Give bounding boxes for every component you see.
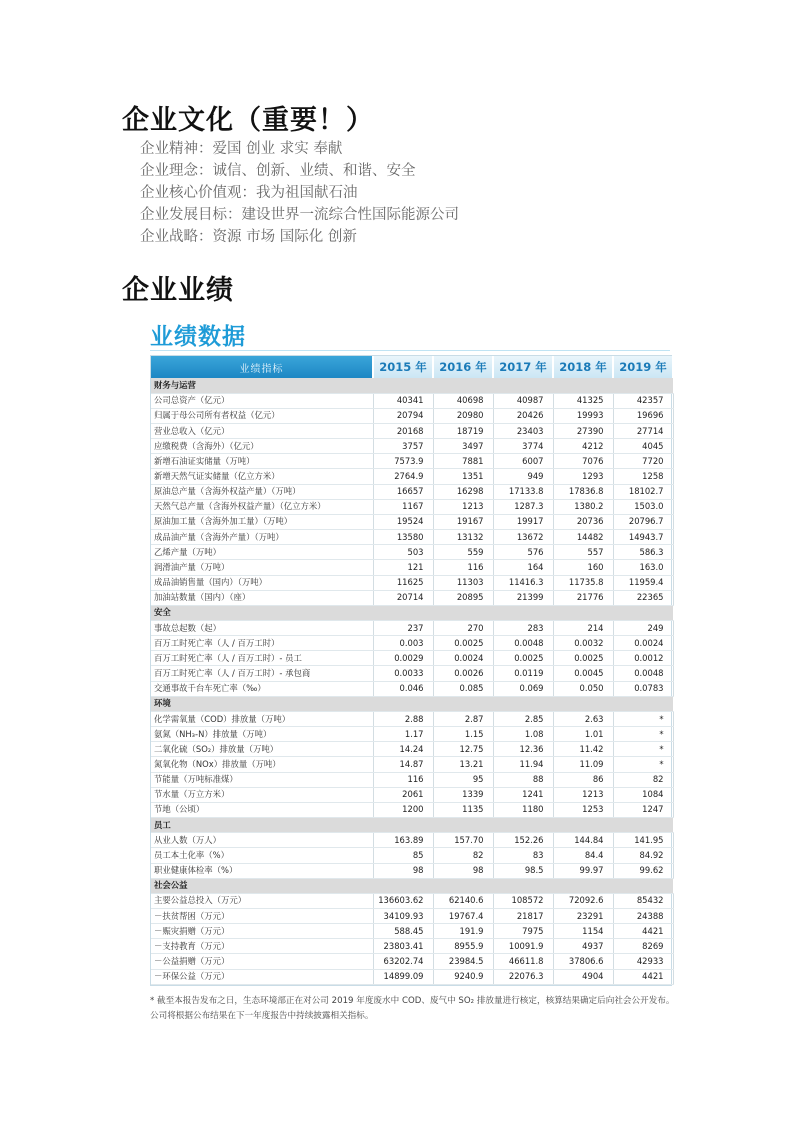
- metric-value: 0.0048: [493, 636, 553, 651]
- table-header-row: [151, 356, 673, 378]
- metric-value: 12.36: [493, 742, 553, 757]
- metric-value: 0.0783: [613, 681, 673, 696]
- culture-item-spirit: 企业精神：爱国 创业 求实 奉献: [140, 141, 343, 157]
- metric-value: 0.0032: [553, 636, 613, 651]
- metric-value: 46611.8: [493, 954, 553, 969]
- table-row: [151, 742, 673, 757]
- metric-value: 20168: [373, 423, 433, 438]
- metric-value: 12.75: [433, 742, 493, 757]
- culture-item-strategy: 企业战略：资源 市场 国际化 创新: [140, 229, 357, 245]
- metric-value: *: [613, 711, 673, 726]
- metric-value: 19167: [433, 514, 493, 529]
- metric-value: 559: [433, 545, 493, 560]
- metric-label: 新增石油证实储量（万吨）: [151, 454, 373, 469]
- metric-value: 0.069: [493, 681, 553, 696]
- metric-label: 职业健康体检率（%）: [151, 863, 373, 878]
- metric-value: 1247: [613, 802, 673, 817]
- metric-label: 百万工时死亡率（人 / 百万工时）- 员工: [151, 651, 373, 666]
- metric-value: 7573.9: [373, 454, 433, 469]
- metric-value: 7076: [553, 454, 613, 469]
- metric-value: 0.0025: [553, 651, 613, 666]
- culture-item-goal: 企业发展目标：建设世界一流综合性国际能源公司: [140, 207, 459, 223]
- metric-value: 576: [493, 545, 553, 560]
- metric-value: 136603.62: [373, 893, 433, 908]
- metric-value: 20895: [433, 590, 493, 605]
- metric-value: 40698: [433, 393, 493, 408]
- metric-value: 0.0045: [553, 666, 613, 681]
- metric-label: 原油总产量（含海外权益产量）（万吨）: [151, 484, 373, 499]
- metric-value: 14943.7: [613, 530, 673, 545]
- metric-label: 百万工时死亡率（人 / 百万工时）: [151, 636, 373, 651]
- metric-value: 14.24: [373, 742, 433, 757]
- metric-value: 11959.4: [613, 575, 673, 590]
- performance-table: [151, 356, 674, 985]
- metric-value: 82: [433, 848, 493, 863]
- metric-value: *: [613, 727, 673, 742]
- metric-value: 0.0048: [613, 666, 673, 681]
- metric-value: 283: [493, 621, 553, 636]
- metric-value: 0.0024: [613, 636, 673, 651]
- metric-value: 1293: [553, 469, 613, 484]
- metric-value: 116: [373, 772, 433, 787]
- metric-value: 249: [613, 621, 673, 636]
- metric-value: 18719: [433, 423, 493, 438]
- metric-value: 9240.9: [433, 969, 493, 984]
- table-row: [151, 863, 673, 878]
- metric-value: 62140.6: [433, 893, 493, 908]
- table-row: [151, 908, 673, 923]
- metric-label: 应缴税费（含海外）（亿元）: [151, 439, 373, 454]
- metric-value: 2.63: [553, 711, 613, 726]
- metric-value: 11.94: [493, 757, 553, 772]
- metric-value: 1.01: [553, 727, 613, 742]
- metric-value: 16298: [433, 484, 493, 499]
- table-row: [151, 969, 673, 984]
- metric-value: 0.003: [373, 636, 433, 651]
- table-row: [151, 621, 673, 636]
- culture-item-philosophy: 企业理念：诚信、创新、业绩、和谐、安全: [140, 163, 416, 179]
- metric-label: 加油站数量（国内）（座）: [151, 590, 373, 605]
- category-row: [151, 378, 673, 393]
- metric-label: 化学需氧量（COD）排放量（万吨）: [151, 711, 373, 726]
- metric-value: 1287.3: [493, 499, 553, 514]
- metric-value: 1.15: [433, 727, 493, 742]
- metric-value: 163.0: [613, 560, 673, 575]
- metric-value: 7720: [613, 454, 673, 469]
- metric-value: 7975: [493, 924, 553, 939]
- metric-value: 95: [433, 772, 493, 787]
- metric-label: 从业人数（万人）: [151, 833, 373, 848]
- metric-value: 4421: [613, 969, 673, 984]
- table-row: [151, 469, 673, 484]
- year-column-header: 2016 年: [433, 356, 493, 378]
- metric-value: 42933: [613, 954, 673, 969]
- metric-value: 270: [433, 621, 493, 636]
- metric-value: 6007: [493, 454, 553, 469]
- metric-value: 11735.8: [553, 575, 613, 590]
- title-divider: [150, 350, 670, 351]
- metric-value: 83: [493, 848, 553, 863]
- metric-value: 19993: [553, 408, 613, 423]
- metric-value: 4904: [553, 969, 613, 984]
- metric-label: 百万工时死亡率（人 / 百万工时）- 承包商: [151, 666, 373, 681]
- metric-value: 3774: [493, 439, 553, 454]
- metric-label: 事故总起数（起）: [151, 621, 373, 636]
- metric-value: 98: [433, 863, 493, 878]
- metric-value: 99.62: [613, 863, 673, 878]
- metric-value: 22365: [613, 590, 673, 605]
- table-row: [151, 727, 673, 742]
- metric-value: 1.17: [373, 727, 433, 742]
- metric-value: 586.3: [613, 545, 673, 560]
- metric-value: 1503.0: [613, 499, 673, 514]
- metric-value: 1339: [433, 787, 493, 802]
- metric-value: 20736: [553, 514, 613, 529]
- table-row: [151, 787, 673, 802]
- table-row: [151, 954, 673, 969]
- metric-label: －支持教育（万元）: [151, 939, 373, 954]
- metric-value: 11625: [373, 575, 433, 590]
- metric-value: 84.4: [553, 848, 613, 863]
- category-row: [151, 878, 673, 893]
- table-row: [151, 484, 673, 499]
- metric-label: 成品油销售量（国内）（万吨）: [151, 575, 373, 590]
- metric-value: 20794: [373, 408, 433, 423]
- metric-value: 2.87: [433, 711, 493, 726]
- metric-value: 3757: [373, 439, 433, 454]
- metric-value: 1241: [493, 787, 553, 802]
- metric-value: 949: [493, 469, 553, 484]
- metric-value: 23291: [553, 908, 613, 923]
- metric-value: 14.87: [373, 757, 433, 772]
- metric-label: 公司总资产（亿元）: [151, 393, 373, 408]
- table-row: [151, 545, 673, 560]
- metric-value: 40987: [493, 393, 553, 408]
- culture-item-core-values: 企业核心价值观：我为祖国献石油: [140, 185, 358, 201]
- metric-value: 4045: [613, 439, 673, 454]
- table-body: [151, 378, 673, 985]
- year-column-header: 2015 年: [373, 356, 433, 378]
- metric-value: 27390: [553, 423, 613, 438]
- metric-value: 98: [373, 863, 433, 878]
- metric-value: 160: [553, 560, 613, 575]
- metric-label: －环保公益（万元）: [151, 969, 373, 984]
- metric-value: 237: [373, 621, 433, 636]
- metric-column-header: 业绩指标: [151, 356, 373, 378]
- table-row: [151, 530, 673, 545]
- table-row: [151, 711, 673, 726]
- table-row: [151, 939, 673, 954]
- metric-label: 归属于母公司所有者权益（亿元）: [151, 408, 373, 423]
- metric-value: 22076.3: [493, 969, 553, 984]
- metric-value: 82: [613, 772, 673, 787]
- metric-value: 0.0025: [433, 636, 493, 651]
- metric-value: 40341: [373, 393, 433, 408]
- performance-data-title: 业绩数据: [150, 324, 246, 350]
- table-row: [151, 408, 673, 423]
- metric-value: 20426: [493, 408, 553, 423]
- metric-value: 17836.8: [553, 484, 613, 499]
- table-row: [151, 454, 673, 469]
- metric-value: 108572: [493, 893, 553, 908]
- metric-value: 1380.2: [553, 499, 613, 514]
- metric-value: 86: [553, 772, 613, 787]
- metric-value: 63202.74: [373, 954, 433, 969]
- metric-label: －赈灾捐赠（万元）: [151, 924, 373, 939]
- metric-value: 144.84: [553, 833, 613, 848]
- metric-label: 员工本土化率（%）: [151, 848, 373, 863]
- metric-label: －公益捐赠（万元）: [151, 954, 373, 969]
- table-row: [151, 757, 673, 772]
- table-row: [151, 439, 673, 454]
- metric-value: 10091.9: [493, 939, 553, 954]
- metric-value: 8955.9: [433, 939, 493, 954]
- metric-label: 乙烯产量（万吨）: [151, 545, 373, 560]
- metric-value: 157.70: [433, 833, 493, 848]
- metric-value: 85: [373, 848, 433, 863]
- metric-value: 1200: [373, 802, 433, 817]
- metric-value: 37806.6: [553, 954, 613, 969]
- footnote: * 截至本报告发布之日，生态环境部正在对公司 2019 年度废水中 COD、废气中 SO₂ 排放量进行核定，核算结果确定后向社会公开发布。公司将根据公布结果在下一年度报告中持续披露相关指标。: [150, 996, 675, 1021]
- table-row: [151, 924, 673, 939]
- metric-value: 13132: [433, 530, 493, 545]
- metric-value: 42357: [613, 393, 673, 408]
- metric-value: 1351: [433, 469, 493, 484]
- metric-value: 99.97: [553, 863, 613, 878]
- metric-value: 13672: [493, 530, 553, 545]
- category-row: [151, 605, 673, 620]
- metric-value: 1213: [433, 499, 493, 514]
- metric-value: 8269: [613, 939, 673, 954]
- metric-value: 4421: [613, 924, 673, 939]
- category-label: 员工: [151, 818, 673, 833]
- metric-label: 润滑油产量（万吨）: [151, 560, 373, 575]
- metric-label: 节水量（万立方米）: [151, 787, 373, 802]
- metric-value: 121: [373, 560, 433, 575]
- metric-value: 16657: [373, 484, 433, 499]
- metric-label: 氮氧化物（NOx）排放量（万吨）: [151, 757, 373, 772]
- metric-label: 成品油产量（含海外产量）（万吨）: [151, 530, 373, 545]
- table-row: [151, 423, 673, 438]
- metric-value: 23803.41: [373, 939, 433, 954]
- metric-value: 72092.6: [553, 893, 613, 908]
- metric-label: 天然气总产量（含海外权益产量）（亿立方米）: [151, 499, 373, 514]
- metric-label: －扶贫帮困（万元）: [151, 908, 373, 923]
- metric-value: 0.0024: [433, 651, 493, 666]
- metric-value: 21817: [493, 908, 553, 923]
- metric-label: 原油加工量（含海外加工量）（万吨）: [151, 514, 373, 529]
- table-row: [151, 651, 673, 666]
- metric-value: 14899.09: [373, 969, 433, 984]
- metric-value: 1084: [613, 787, 673, 802]
- metric-label: 交通事故千台车死亡率（‰）: [151, 681, 373, 696]
- metric-value: 11.42: [553, 742, 613, 757]
- metric-value: 0.0026: [433, 666, 493, 681]
- table-row: [151, 802, 673, 817]
- metric-value: 4212: [553, 439, 613, 454]
- metric-label: 营业总收入（亿元）: [151, 423, 373, 438]
- category-row: [151, 696, 673, 711]
- table-row: [151, 893, 673, 908]
- metric-value: 164: [493, 560, 553, 575]
- metric-label: 节地（公顷）: [151, 802, 373, 817]
- table-row: [151, 833, 673, 848]
- metric-value: 98.5: [493, 863, 553, 878]
- metric-value: *: [613, 757, 673, 772]
- metric-value: 0.085: [433, 681, 493, 696]
- table-row: [151, 772, 673, 787]
- metric-value: 3497: [433, 439, 493, 454]
- category-label: 安全: [151, 605, 673, 620]
- metric-value: 503: [373, 545, 433, 560]
- metric-label: 节能量（万吨标准煤）: [151, 772, 373, 787]
- metric-value: 20980: [433, 408, 493, 423]
- category-label: 财务与运营: [151, 378, 673, 393]
- metric-value: 152.26: [493, 833, 553, 848]
- metric-label: 二氧化硫（SO₂）排放量（万吨）: [151, 742, 373, 757]
- metric-value: 41325: [553, 393, 613, 408]
- metric-value: 141.95: [613, 833, 673, 848]
- metric-value: 34109.93: [373, 908, 433, 923]
- metric-value: 1258: [613, 469, 673, 484]
- metric-value: 0.0033: [373, 666, 433, 681]
- metric-value: 19524: [373, 514, 433, 529]
- metric-value: 1.08: [493, 727, 553, 742]
- metric-value: 23403: [493, 423, 553, 438]
- table-row: [151, 393, 673, 408]
- metric-value: 21776: [553, 590, 613, 605]
- category-label: 社会公益: [151, 878, 673, 893]
- metric-value: 2764.9: [373, 469, 433, 484]
- metric-value: 17133.8: [493, 484, 553, 499]
- metric-value: 21399: [493, 590, 553, 605]
- metric-value: 0.0119: [493, 666, 553, 681]
- metric-value: 19696: [613, 408, 673, 423]
- year-column-header: 2018 年: [553, 356, 613, 378]
- table-row: [151, 590, 673, 605]
- metric-value: 19917: [493, 514, 553, 529]
- metric-value: 27714: [613, 423, 673, 438]
- table-row: [151, 575, 673, 590]
- metric-value: 557: [553, 545, 613, 560]
- year-column-header: 2017 年: [493, 356, 553, 378]
- table-row: [151, 636, 673, 651]
- metric-value: 7881: [433, 454, 493, 469]
- metric-value: 18102.7: [613, 484, 673, 499]
- metric-value: *: [613, 742, 673, 757]
- metric-value: 84.92: [613, 848, 673, 863]
- metric-label: 新增天然气证实储量（亿立方米）: [151, 469, 373, 484]
- metric-value: 85432: [613, 893, 673, 908]
- table-row: [151, 560, 673, 575]
- metric-value: 2.88: [373, 711, 433, 726]
- metric-value: 1180: [493, 802, 553, 817]
- metric-value: 1154: [553, 924, 613, 939]
- year-column-header: 2019 年: [613, 356, 673, 378]
- metric-value: 1135: [433, 802, 493, 817]
- metric-value: 88: [493, 772, 553, 787]
- table-row: [151, 666, 673, 681]
- metric-value: 0.0025: [493, 651, 553, 666]
- metric-value: 13580: [373, 530, 433, 545]
- performance-heading: 企业业绩: [122, 275, 234, 306]
- metric-value: 588.45: [373, 924, 433, 939]
- table-row: [151, 514, 673, 529]
- metric-value: 1213: [553, 787, 613, 802]
- metric-label: 氨氮（NH₃-N）排放量（万吨）: [151, 727, 373, 742]
- culture-list: [140, 138, 459, 248]
- metric-value: 13.21: [433, 757, 493, 772]
- metric-value: 11303: [433, 575, 493, 590]
- metric-value: 23984.5: [433, 954, 493, 969]
- metric-value: 11.09: [553, 757, 613, 772]
- metric-value: 14482: [553, 530, 613, 545]
- table-row: [151, 848, 673, 863]
- metric-value: 20796.7: [613, 514, 673, 529]
- performance-table-container: [150, 355, 672, 986]
- metric-value: 24388: [613, 908, 673, 923]
- metric-value: 4937: [553, 939, 613, 954]
- metric-value: 1167: [373, 499, 433, 514]
- metric-value: 0.0012: [613, 651, 673, 666]
- category-label: 环境: [151, 696, 673, 711]
- metric-value: 0.050: [553, 681, 613, 696]
- metric-value: 20714: [373, 590, 433, 605]
- metric-value: 1253: [553, 802, 613, 817]
- metric-value: 0.0029: [373, 651, 433, 666]
- metric-value: 11416.3: [493, 575, 553, 590]
- metric-value: 214: [553, 621, 613, 636]
- metric-value: 191.9: [433, 924, 493, 939]
- metric-value: 0.046: [373, 681, 433, 696]
- metric-value: 19767.4: [433, 908, 493, 923]
- metric-label: 主要公益总投入（万元）: [151, 893, 373, 908]
- metric-value: 2061: [373, 787, 433, 802]
- metric-value: 116: [433, 560, 493, 575]
- table-row: [151, 499, 673, 514]
- metric-value: 163.89: [373, 833, 433, 848]
- metric-value: 2.85: [493, 711, 553, 726]
- category-row: [151, 818, 673, 833]
- table-row: [151, 681, 673, 696]
- culture-heading: 企业文化（重要！）: [122, 105, 374, 136]
